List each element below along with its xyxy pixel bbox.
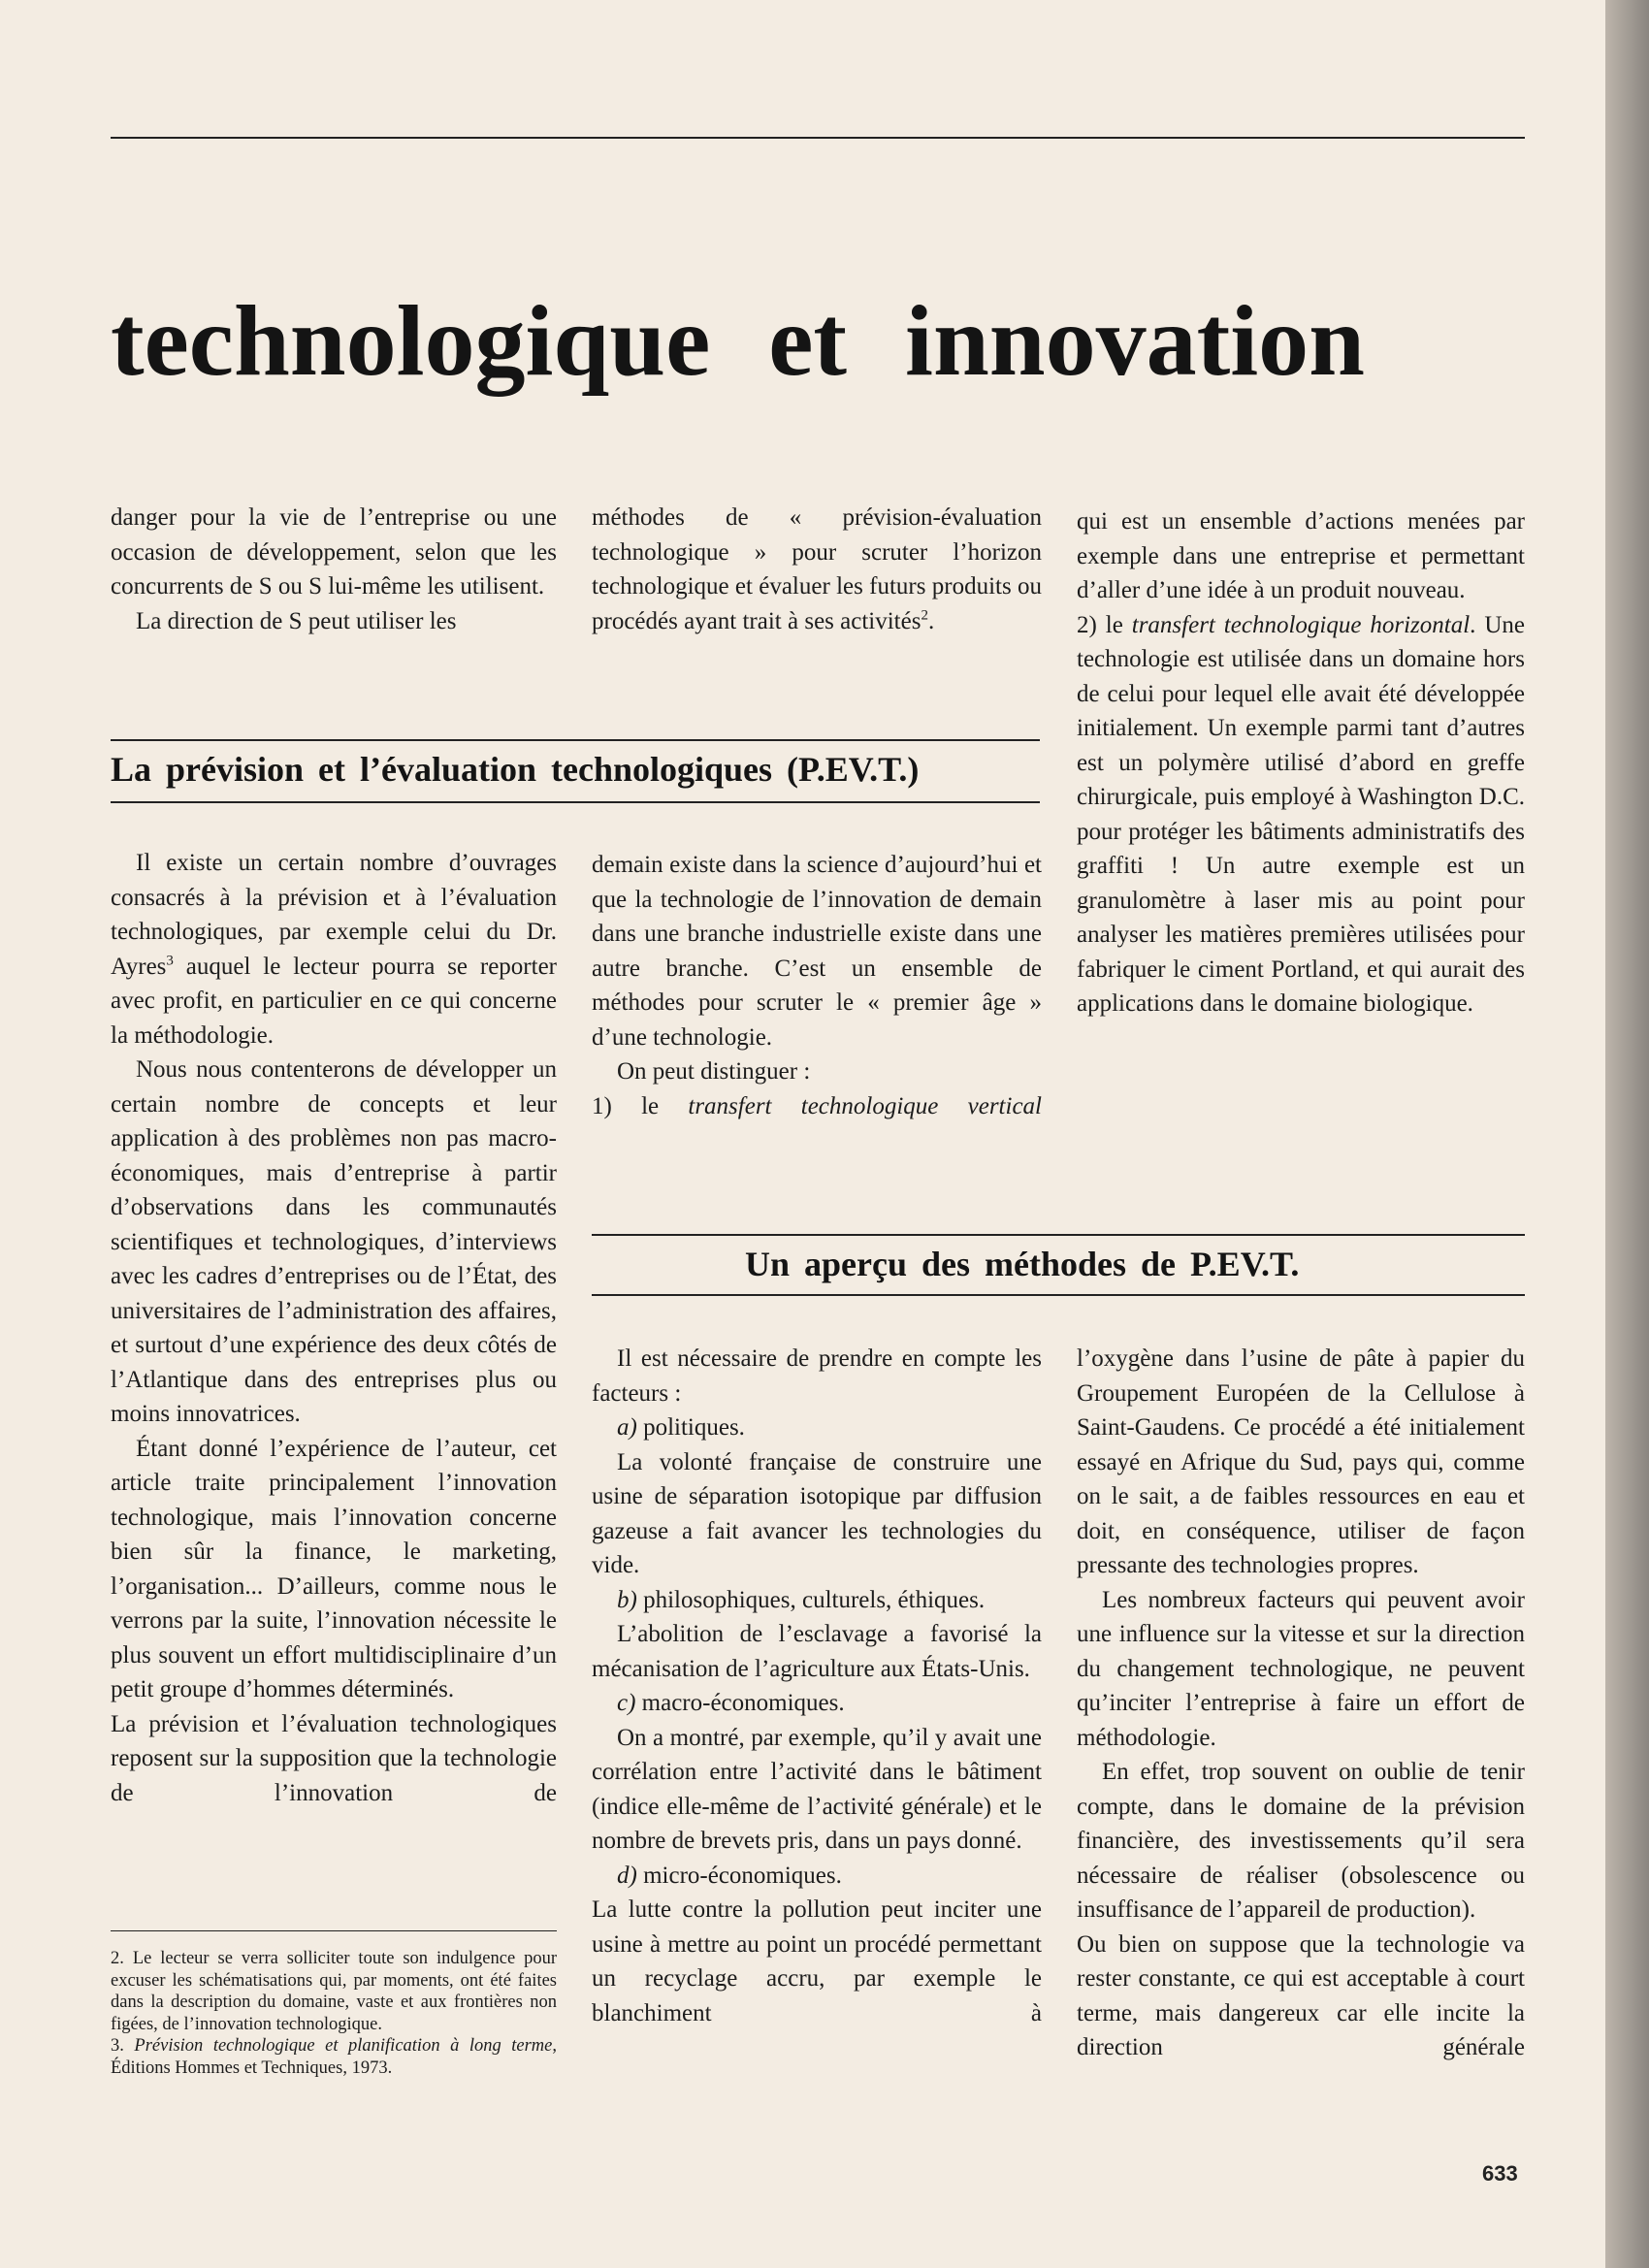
- paragraph-text-end: philosophiques, culturels, éthiques.: [636, 1586, 986, 1613]
- section-1-rule-bottom: [111, 801, 1040, 803]
- top-rule: [111, 137, 1525, 139]
- section-2-column-2: [592, 1342, 1042, 2030]
- paragraph-text: danger pour la vie de l’entreprise ou une occasion de développement, selon que les concurrents de S ou S lui-même les utilisent.: [111, 504, 557, 599]
- section-2-rule-bottom: [592, 1294, 1525, 1296]
- paragraph: [592, 1686, 1042, 1721]
- paragraph-text: Il est nécessaire de prendre en compte les facteurs :: [592, 1345, 1042, 1407]
- paragraph-text: En effet, trop souvent on oublie de tenir compte, dans le domaine de la prévision financière, des investissements qu’il sera nécessaire de réaliser (obsolescence ou insuffisance de l’appareil de production).: [1077, 1759, 1525, 1923]
- paragraph-text: demain existe dans la science d’aujourd’hui et que la technologie de l’innovation de demain dans une branche industrielle existe dans une autre branche. C’est un ensemble de méthodes pour scruter le « premier âge » d’une technologie.: [592, 852, 1042, 1051]
- paragraph-text-end: auquel le lecteur pourra se reporter avec profit, en particulier en ce qui concerne la méthodologie.: [111, 953, 557, 1049]
- section-1-column-1: [111, 846, 557, 1810]
- paragraph-text: On peut distinguer :: [617, 1058, 811, 1085]
- footnote-text-end: , Éditions Hommes et Techniques, 1973.: [111, 2036, 558, 2078]
- paragraph: [111, 1707, 557, 1811]
- paragraph-text: Nous nous contenterons de développer un certain nombre de concepts et leur application à des problèmes non pas macro-économiques, mais d’entreprise à partir d’observations dans les communautés scientifiques et technologiques, d’interviews avec les cadres d’entreprises ou de l’État, des universitaires de l’administration des affaires, et surtout d’une expérience des deux côtés de l’Atlantique dans des entreprises plus ou moins innovatrices.: [111, 1056, 557, 1427]
- footnote-italic: Prévision technologique et planification à long terme: [134, 2036, 553, 2056]
- paragraph-text-end: .: [927, 607, 935, 634]
- paragraph-text: La volonté française de construire une usine de séparation isotopique par diffusion gazeuse a fait avancer les technologies du vide.: [592, 1448, 1042, 1578]
- paragraph-text: La prévision et l’évaluation technologiques reposent sur la supposition que la technologie de l’innovation de: [111, 1710, 557, 1806]
- italic-text: a): [617, 1414, 637, 1441]
- section-1-rule-top: [111, 739, 1040, 741]
- paragraph-text: méthodes de « prévision-évaluation technologique » pour scruter l’horizon technologique et évaluer les futurs produits ou procédés ayant trait à ses activités: [592, 504, 1042, 634]
- italic-text: b): [617, 1586, 637, 1613]
- top-column-2: [592, 501, 1042, 638]
- section-1-column-2: [592, 848, 1042, 1123]
- paragraph: [1077, 608, 1525, 1021]
- paragraph-text: qui est un ensemble d’actions menées par exemple dans une entreprise et permettant d’aller d’une idée à un produit nouveau.: [1077, 508, 1525, 603]
- paragraph-text: La direction de S peut utiliser les: [136, 607, 457, 634]
- section-1-heading: La prévision et l’évaluation technologiques (P.EV.T.): [111, 750, 920, 789]
- paragraph: [592, 501, 1042, 638]
- paragraph: [592, 1089, 1042, 1124]
- paragraph: [592, 1583, 1042, 1618]
- paragraph: [111, 1053, 557, 1432]
- italic-text: transfert technologique vertical: [688, 1092, 1042, 1119]
- paragraph-text: 1) le: [592, 1092, 689, 1119]
- footnotes: [111, 1948, 557, 2079]
- paragraph: [1077, 1342, 1525, 1583]
- article-title: technologique et innovation: [111, 285, 1365, 397]
- paragraph-text: 2) le: [1077, 611, 1132, 638]
- paragraph-text: Il existe un certain nombre d’ouvrages consacrés à la prévision et à l’évaluation technologiques, par exemple celui du Dr. Ayres: [111, 850, 557, 980]
- section-2-rule-top: [592, 1234, 1525, 1236]
- paragraph-text: La lutte contre la pollution peut inciter une usine à mettre au point un procédé permettant un recyclage accru, par exemple le blanchiment à: [592, 1896, 1042, 2026]
- paragraph-text-end: macro-économiques.: [635, 1690, 845, 1716]
- paragraph: [111, 846, 557, 1053]
- paragraph-text: L’abolition de l’esclavage a favorisé la mécanisation de l’agriculture aux États-Unis.: [592, 1621, 1042, 1682]
- footnote-text: Le lecteur se verra solliciter toute son indulgence pour excuser les schématisations qui, par moments, ont été faites dans la description du domaine, vaste et aux frontières non figées, de l’innovation technologique.: [111, 1949, 557, 2034]
- paragraph: [111, 604, 557, 639]
- paragraph: [111, 501, 557, 604]
- section-2-column-3: [1077, 1342, 1525, 2065]
- paragraph-text: l’oxygène dans l’usine de pâte à papier du Groupement Européen de la Cellulose à Saint-Gaudens. Ce procédé a été initialement essayé en Afrique du Sud, pays qui, comme on le sait, a de faibles ressources en eau et doit, en conséquence, utiliser de façon pressante des technologies propres.: [1077, 1345, 1525, 1578]
- paragraph: [1077, 1928, 1525, 2065]
- paragraph: [592, 1054, 1042, 1089]
- paragraph: [111, 1432, 557, 1707]
- paragraph: [592, 1617, 1042, 1686]
- paragraph: [592, 1445, 1042, 1583]
- paragraph-text: Ou bien on suppose que la technologie va rester constante, ce qui est acceptable à court terme, mais dangereux car elle incite la direction générale: [1077, 1930, 1525, 2060]
- paragraph: [592, 1342, 1042, 1410]
- footnote: [111, 1948, 557, 2035]
- paragraph: [592, 1893, 1042, 2030]
- paragraph-text: Les nombreux facteurs qui peuvent avoir une influence sur la vitesse et sur la direction du changement technologique, ne peuvent qu’inciter l’entreprise à faire un effort de méthodologie.: [1077, 1586, 1525, 1751]
- italic-text: transfert technologique horizontal: [1131, 611, 1471, 638]
- paragraph: [1077, 504, 1525, 608]
- right-column-top: [1077, 504, 1525, 1021]
- paragraph: [592, 1410, 1042, 1445]
- paragraph: [1077, 1583, 1525, 1756]
- footnote-rule: [111, 1930, 557, 1931]
- footnote-number: 2.: [111, 1949, 124, 1968]
- footnote-ref: 3: [166, 953, 174, 969]
- paper-edge: [1605, 0, 1649, 2268]
- paragraph: [1077, 1755, 1525, 1928]
- italic-text: d): [617, 1862, 637, 1889]
- paragraph-text: Étant donné l’expérience de l’auteur, cet article traite principalement l’innovation technologique, mais l’innovation concerne bien sûr la finance, le marketing, l’organisation... D’ailleurs, comme nous le verrons par la suite, l’innovation nécessite le plus souvent un effort multidisciplinaire d’un petit groupe d’hommes déterminés.: [111, 1435, 557, 1702]
- paragraph-text-end: politiques.: [636, 1414, 745, 1441]
- footnote-ref: 2: [921, 607, 928, 624]
- italic-text: c): [617, 1690, 636, 1716]
- paragraph: [592, 848, 1042, 1054]
- paragraph-text-end: micro-économiques.: [636, 1862, 842, 1889]
- section-2-heading: Un aperçu des méthodes de P.EV.T.: [745, 1245, 1300, 1283]
- page-number: 633: [1482, 2161, 1518, 2186]
- paragraph-text-end: . Une technologie est utilisée dans un domaine hors de celui pour lequel elle avait été développée initialement. Un exemple parmi tant d’autres est un polymère utilisé d’abord en greffe chirurgicale, puis employé à Washington D.C. pour protéger les bâtiments administratifs des graffiti ! Un autre exemple est un granulomètre à laser mis au point pour analyser les matières premières utilisées pour fabriquer le ciment Portland, et qui aurait des applications dans le domaine biologique.: [1077, 611, 1526, 1017]
- top-column-1: [111, 501, 557, 638]
- footnote: [111, 2035, 557, 2079]
- footnote-number: 3.: [111, 2036, 124, 2056]
- paragraph: [592, 1859, 1042, 1894]
- paragraph-text: On a montré, par exemple, qu’il y avait une corrélation entre l’activité dans le bâtiment (indice elle-même de l’activité générale) et le nombre de brevets pris, dans un pays donné.: [592, 1724, 1042, 1854]
- paragraph: [592, 1721, 1042, 1859]
